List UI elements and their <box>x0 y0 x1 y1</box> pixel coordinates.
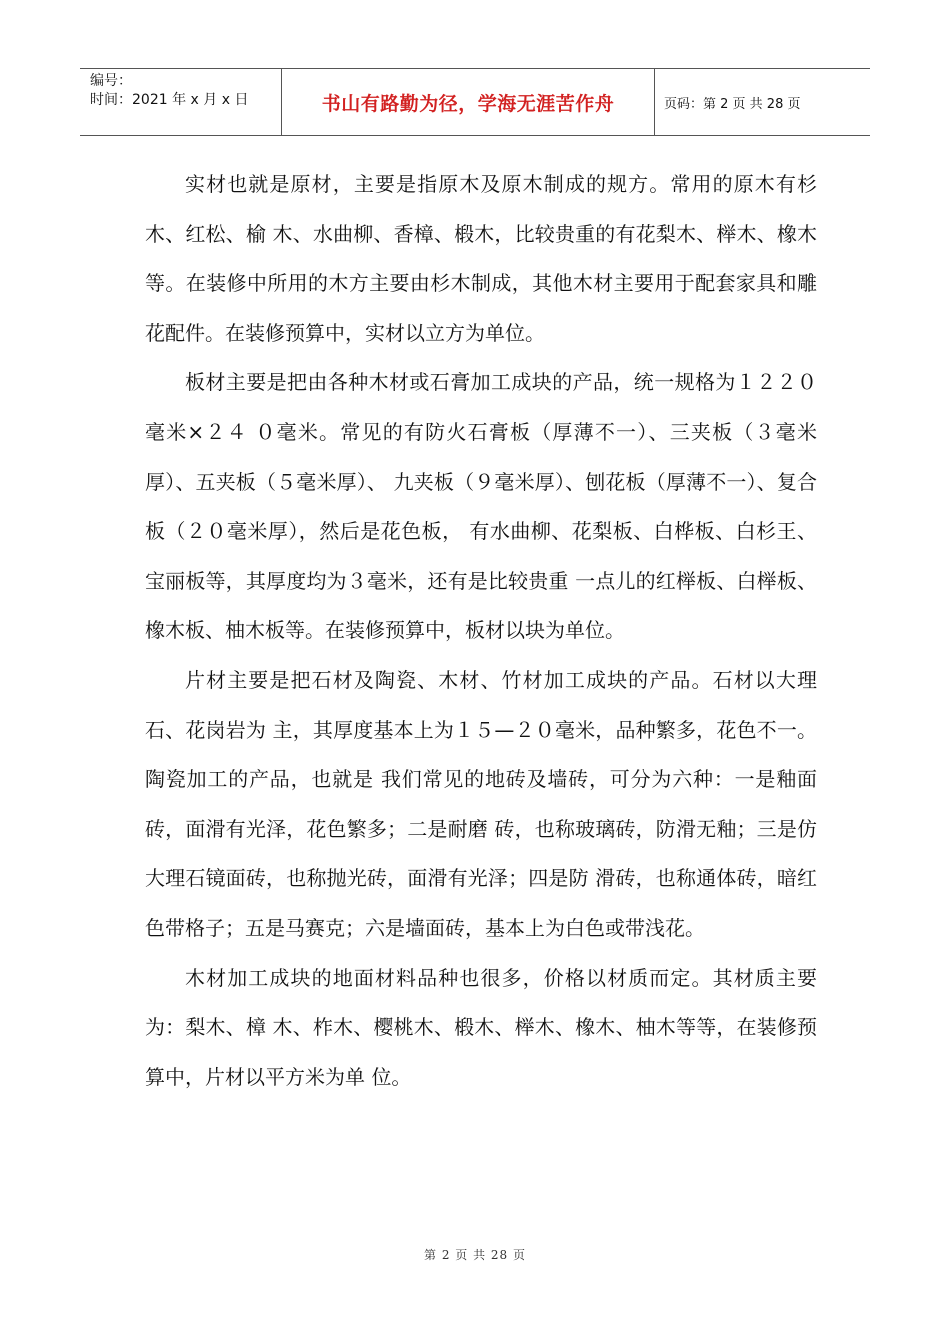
document-date: 时间：2021 年 x 月 x 日 <box>90 92 249 108</box>
header-motto-cell <box>282 69 655 135</box>
header-page-info: 页码：第 2 页 共 28 页 <box>664 96 801 112</box>
paragraph-board: 板材主要是把由各种木材或石膏加工成块的产品，统一规格为１２２０毫米×２４ ０毫米。常见的有防火石膏板（厚薄不一）、三夹板（３毫米厚）、五夹板（５毫米厚）、 九夹板（９毫米厚）、刨花板（厚薄不一）、复合板（２０毫米厚），然后是花色板， 有水曲柳、花梨板、白桦板、白杉王、宝丽板等，其厚度均为３毫米，还有是比较贵重 一点儿的红榉板、白榉板、橡木板、柚木板等。在装修预算中，板材以块为单位。 <box>145 370 817 643</box>
document-body <box>145 160 817 1102</box>
header-motto: 书山有路勤为径，学海无涯苦作舟 <box>321 92 615 115</box>
page-footer: 第 2 页 共 28 页 <box>424 1248 526 1262</box>
paragraph-tile: 片材主要是把石材及陶瓷、木材、竹材加工成块的产品。石材以大理石、花岗岩为 主，其厚度基本上为１５—２０毫米，品种繁多，花色不一。陶瓷加工的产品，也就是 我们常见的地砖及墙砖，可分为六种：一是釉面砖，面滑有光泽，花色繁多；二是耐磨 砖，也称玻璃砖，防滑无釉；三是仿大理石镜面砖，也称抛光砖，面滑有光泽；四是防 滑砖，也称通体砖，暗红色带格子；五是马赛克；六是墙面砖，基本上为白色或带浅花。 <box>145 667 817 940</box>
document-number-label: 编号： <box>90 73 132 89</box>
paragraph-wood-flooring: 木材加工成块的地面材料品种也很多，价格以材质而定。其材质主要为：梨木、樟 木、柞木、樱桃木、椴木、榉木、橡木、柚木等等，在装修预算中，片材以平方米为单 位。 <box>145 965 817 1089</box>
paragraph-solid-wood: 实材也就是原材，主要是指原木及原木制成的规方。常用的原木有杉木、红松、榆 木、水曲柳、香樟、椴木，比较贵重的有花梨木、榉木、橡木等。在装修中所用的木方主要由杉木制成，其他木材主要用于配套家具和雕花配件。在装修预算中，实材以立方为单位。 <box>145 172 817 345</box>
header-meta-cell <box>80 69 282 135</box>
header-page-cell <box>655 69 870 135</box>
document-header <box>80 68 870 136</box>
